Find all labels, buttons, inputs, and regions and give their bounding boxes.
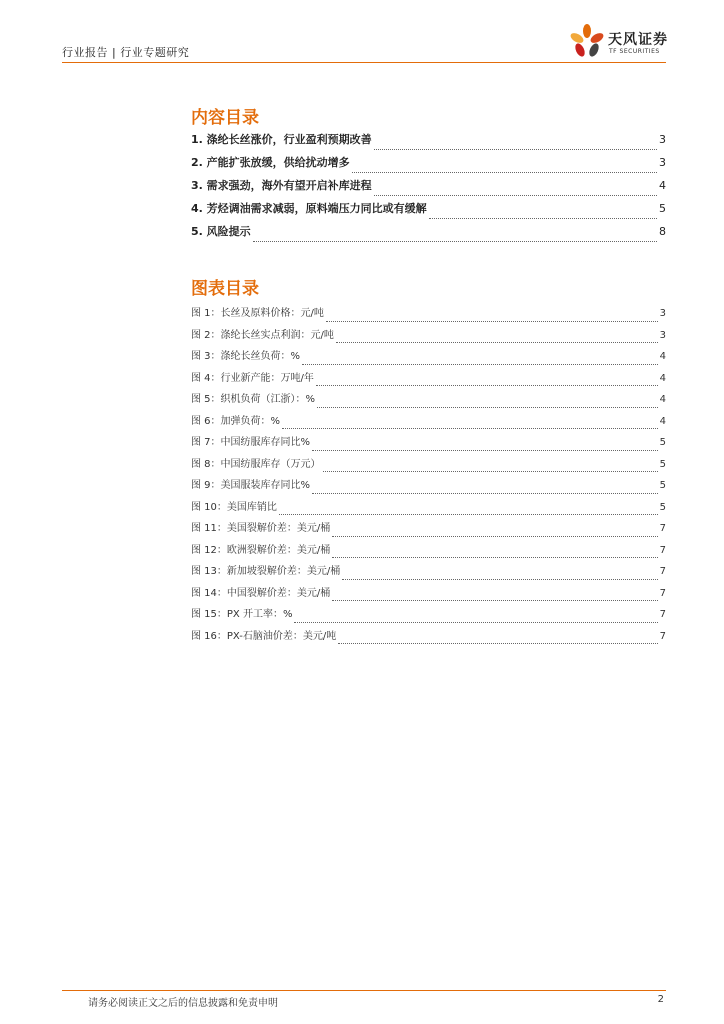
chart-toc-page: 7 bbox=[659, 544, 666, 556]
dot-leader bbox=[336, 342, 658, 343]
dot-leader bbox=[332, 536, 657, 537]
chart-toc-page: 5 bbox=[659, 501, 666, 513]
chart-toc-page: 4 bbox=[659, 394, 666, 405]
toc-entry-label: 3. 需求强劲，海外有望开启补库进程 bbox=[191, 179, 372, 192]
toc-entry[interactable] bbox=[191, 154, 666, 177]
chart-toc-label: 图 12：欧洲裂解价差：美元/桶 bbox=[191, 544, 331, 556]
chart-toc-entry[interactable] bbox=[191, 326, 666, 348]
dot-leader bbox=[282, 428, 658, 429]
chart-toc-label: 图 10：美国库销比 bbox=[191, 501, 277, 513]
dot-leader bbox=[429, 218, 657, 219]
dot-leader bbox=[302, 364, 658, 365]
chart-toc-entry[interactable] bbox=[191, 369, 666, 391]
chart-toc-label: 图 1：长丝及原料价格：元/吨 bbox=[191, 308, 324, 319]
toc-entry-label: 1. 涤纶长丝涨价，行业盈利预期改善 bbox=[191, 133, 372, 146]
footer-divider bbox=[62, 990, 666, 991]
content-toc bbox=[191, 131, 666, 246]
chart-toc-label: 图 13：新加坡裂解价差：美元/桶 bbox=[191, 566, 341, 577]
flower-logo-icon bbox=[568, 22, 606, 62]
toc-entry-label: 4. 芳烃调油需求减弱，原料端压力同比或有缓解 bbox=[191, 202, 427, 215]
chart-toc-label: 图 9：美国服装库存同比% bbox=[191, 480, 311, 491]
toc-entry-page: 3 bbox=[659, 133, 666, 146]
chart-toc-entry[interactable] bbox=[191, 390, 666, 412]
chart-toc-page: 5 bbox=[659, 480, 666, 491]
dot-leader bbox=[253, 241, 657, 242]
toc-entry-page: 3 bbox=[659, 156, 666, 169]
chart-toc-label: 图 3：涤纶长丝负荷：% bbox=[191, 351, 301, 362]
dot-leader bbox=[332, 557, 657, 558]
dot-leader bbox=[332, 600, 657, 601]
toc-entry[interactable] bbox=[191, 131, 666, 154]
chart-toc-entry[interactable] bbox=[191, 562, 666, 584]
dot-leader bbox=[374, 195, 657, 196]
chart-toc-entry[interactable] bbox=[191, 476, 666, 498]
chart-toc-label: 图 5：织机负荷（江浙）：% bbox=[191, 394, 316, 405]
chart-toc-entry[interactable] bbox=[191, 347, 666, 369]
chart-toc-page: 5 bbox=[659, 437, 666, 448]
chart-toc-page: 4 bbox=[659, 415, 666, 427]
chart-toc-title: 图表目录 bbox=[191, 279, 259, 299]
company-logo bbox=[568, 22, 678, 62]
page-number: 2 bbox=[657, 994, 664, 1005]
dot-leader bbox=[352, 172, 657, 173]
chart-toc-page: 5 bbox=[659, 458, 666, 470]
dot-leader bbox=[294, 622, 657, 623]
toc-entry-page: 5 bbox=[659, 202, 666, 215]
footer-disclaimer: 请务必阅读正文之后的信息披露和免责申明 bbox=[88, 998, 278, 1009]
logo-subtitle: TF SECURITIES bbox=[609, 48, 660, 55]
chart-toc-entry[interactable] bbox=[191, 498, 666, 520]
dot-leader bbox=[374, 149, 657, 150]
content-toc-title: 内容目录 bbox=[191, 108, 259, 128]
chart-toc-entry[interactable] bbox=[191, 412, 666, 434]
toc-entry-label: 5. 风险提示 bbox=[191, 225, 251, 238]
toc-entry-page: 8 bbox=[659, 225, 666, 238]
dot-leader bbox=[312, 493, 658, 494]
dot-leader bbox=[279, 514, 658, 515]
chart-toc-label: 图 8：中国纺服库存（万元） bbox=[191, 458, 321, 470]
dot-leader bbox=[312, 450, 658, 451]
chart-toc-label: 图 16：PX-石脑油价差：美元/吨 bbox=[191, 630, 337, 642]
dot-leader bbox=[317, 407, 658, 408]
chart-toc-label: 图 6：加弹负荷：% bbox=[191, 415, 281, 427]
dot-leader bbox=[338, 643, 657, 644]
chart-toc-page: 7 bbox=[659, 566, 666, 577]
chart-toc-label: 图 7：中国纺服库存同比% bbox=[191, 437, 311, 448]
header-breadcrumb: 行业报告 | 行业专题研究 bbox=[62, 46, 190, 59]
logo-name: 天风证券 bbox=[608, 32, 668, 48]
chart-toc-label: 图 14：中国裂解价差：美元/桶 bbox=[191, 587, 331, 599]
dot-leader bbox=[342, 579, 657, 580]
toc-entry[interactable] bbox=[191, 177, 666, 200]
chart-toc-page: 7 bbox=[659, 523, 666, 534]
chart-toc-entry[interactable] bbox=[191, 433, 666, 455]
toc-entry-label: 2. 产能扩张放缓，供给扰动增多 bbox=[191, 156, 350, 169]
header-divider bbox=[62, 62, 666, 63]
chart-toc-page: 7 bbox=[659, 587, 666, 599]
chart-toc-entry[interactable] bbox=[191, 627, 666, 649]
chart-toc-entry[interactable] bbox=[191, 304, 666, 326]
chart-toc-page: 7 bbox=[659, 630, 666, 642]
dot-leader bbox=[326, 321, 658, 322]
chart-toc-label: 图 2：涤纶长丝实点利润：元/吨 bbox=[191, 329, 334, 341]
chart-toc-label: 图 15：PX 开工率：% bbox=[191, 609, 293, 620]
chart-toc-page: 4 bbox=[659, 372, 666, 384]
chart-toc-entry[interactable] bbox=[191, 541, 666, 563]
chart-toc bbox=[191, 304, 666, 648]
chart-toc-label: 图 4：行业新产能：万吨/年 bbox=[191, 372, 314, 384]
dot-leader bbox=[316, 385, 658, 386]
chart-toc-entry[interactable] bbox=[191, 519, 666, 541]
chart-toc-page: 4 bbox=[659, 351, 666, 362]
chart-toc-page: 3 bbox=[659, 308, 666, 319]
chart-toc-entry[interactable] bbox=[191, 455, 666, 477]
chart-toc-page: 7 bbox=[659, 609, 666, 620]
chart-toc-entry[interactable] bbox=[191, 605, 666, 627]
dot-leader bbox=[323, 471, 658, 472]
chart-toc-entry[interactable] bbox=[191, 584, 666, 606]
toc-entry[interactable] bbox=[191, 223, 666, 246]
toc-entry-page: 4 bbox=[659, 179, 666, 192]
chart-toc-label: 图 11：美国裂解价差：美元/桶 bbox=[191, 523, 331, 534]
chart-toc-page: 3 bbox=[659, 329, 666, 341]
toc-entry[interactable] bbox=[191, 200, 666, 223]
